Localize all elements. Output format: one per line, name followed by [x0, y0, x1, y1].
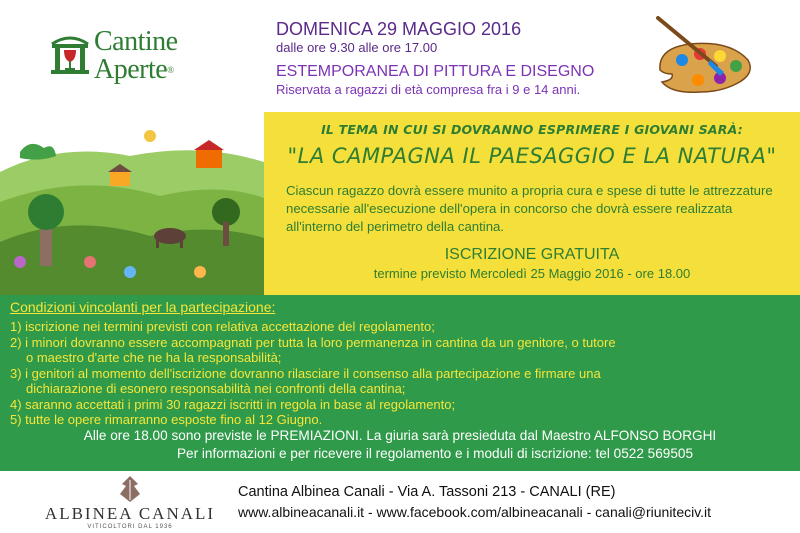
event-hours: dalle ore 9.30 alle ore 17.00 [276, 40, 438, 55]
winery-links[interactable]: www.albineacanali.it - www.facebook.com/albineacanali - canali@riuniteciv.it [238, 504, 712, 520]
albinea-canali-logo [30, 478, 230, 533]
winery-subtitle: VITICOLTORI DAL 1936 [87, 524, 173, 530]
theme-panel [264, 112, 800, 295]
theme-body: Ciascun ragazzo dovrà essere munito a propria cura e spese di tutte le attrezzature necessarie all'esecuzione dell'opera in concorso che dovrà essere realizzata all'interno del perimetro della cantina. [286, 183, 773, 234]
event-date: DOMENICA 29 MAGGIO 2016 [276, 19, 522, 39]
logo-line-2: Aperte® [94, 54, 174, 85]
contest-title: ESTEMPORANEA DI PITTURA E DISEGNO [276, 63, 595, 80]
winery-address: Cantina Albinea Canali - Via A. Tassoni 213 - CANALI (RE) [238, 484, 616, 500]
winery-name: ALBINEA CANALI [44, 504, 216, 523]
condition-line: 2) i minori dovranno essere accompagnati per tutta la loro permanenza in cantina da un genitore, o tutore [10, 334, 616, 350]
event-info [276, 18, 656, 98]
landscape-illustration [0, 112, 264, 295]
theme-title: "LA CAMPAGNA IL PAESAGGIO E LA NATURA" [287, 144, 777, 168]
registration-label: ISCRIZIONE GRATUITA [444, 246, 620, 263]
awards-text: Alle ore 18.00 sono previste le PREMIAZIONI. La giuria sarà presieduta dal Maestro ALFONSO BORGHI [83, 428, 717, 443]
registration-deadline: termine previsto Mercoledì 25 Maggio 2016 - ore 18.00 [373, 266, 691, 281]
condition-line: 3) i genitori al momento dell'iscrizione dovranno rilasciare il consenso alla partecipazione e firmare una [10, 365, 601, 381]
conditions-panel [0, 295, 800, 471]
paint-palette-icon [650, 8, 760, 103]
condition-line: dichiarazione di esonero responsabilità nei confronti della cantina; [26, 381, 406, 396]
registered-mark: ® [167, 65, 174, 75]
cantine-aperte-logo [48, 28, 218, 88]
conditions-list [10, 319, 790, 428]
condition-line: o maestro d'arte che ne ha la responsabilità; [26, 350, 282, 365]
winery-arch-icon [48, 30, 92, 76]
condition-line: 1) iscrizione nei termini previsti con relativa accettazione del regolamento; [10, 319, 435, 334]
condition-line: 5) tutte le opere rimarranno esposte fino al 12 Giugno. [10, 412, 323, 427]
condition-line: 4) saranno accettati i primi 30 ragazzi iscritti in regola in base al regolamento; [10, 396, 456, 412]
contact-info: Per informazioni e per ricevere il regolamento e i moduli di iscrizione: tel 0522 569505 [176, 446, 694, 461]
logo-line-1: Cantine [94, 26, 178, 57]
conditions-title: Condizioni vincolanti per la partecipazione: [10, 299, 276, 315]
theme-intro: IL TEMA IN CUI SI DOVRANNO ESPRIMERE I GIOVANI SARÀ: [321, 122, 743, 137]
grape-leaf-icon [118, 474, 142, 504]
age-restriction: Riservata a ragazzi di età compresa fra i 9 e 14 anni. [276, 82, 581, 97]
